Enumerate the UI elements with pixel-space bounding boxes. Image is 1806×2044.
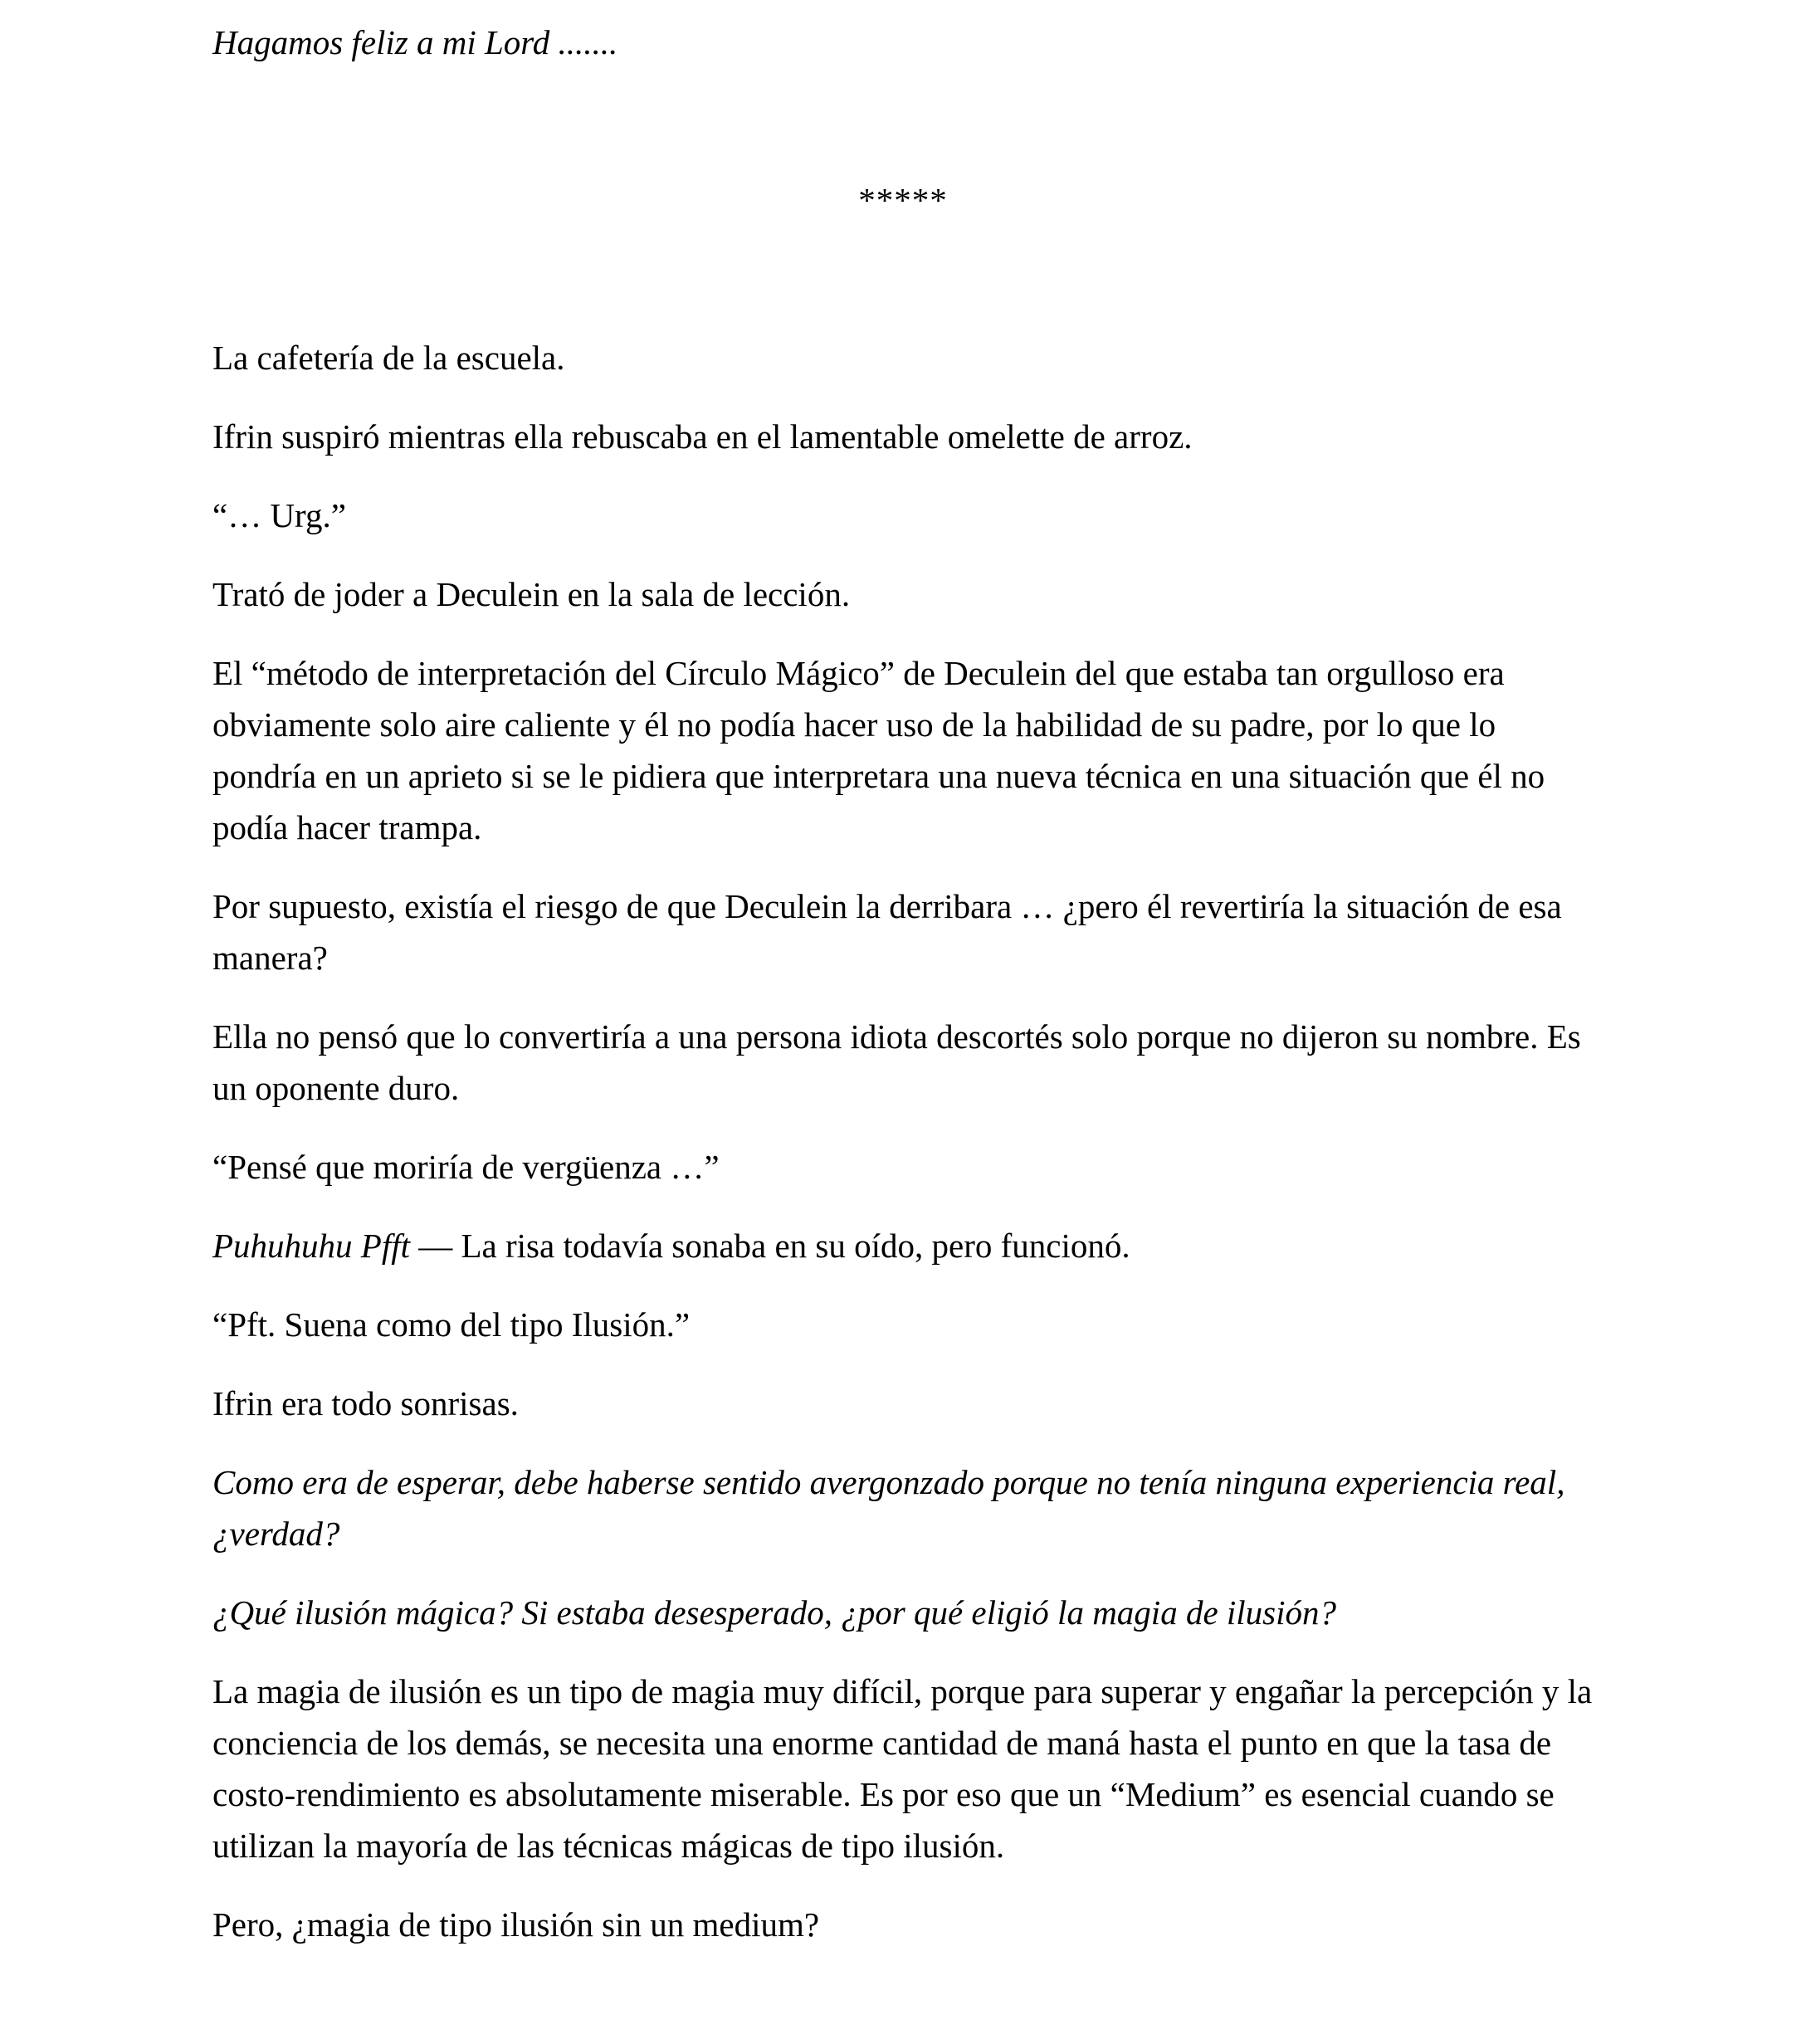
paragraph-dialogue: “… Urg.”: [212, 496, 346, 534]
scene-separator: *****: [858, 181, 948, 219]
italic-lead-text: Puhuhuhu Pfft: [212, 1227, 411, 1265]
paragraph: La cafetería de la escuela.: [212, 339, 565, 377]
paragraph: Ifrin era todo sonrisas.: [212, 1384, 519, 1422]
paragraph: Por supuesto, existía el riesgo de que Deculein la derribara … ¿pero él revertiría la situación de esa manera?: [212, 887, 1562, 977]
paragraph: Pero, ¿magia de tipo ilusión sin un medium?: [212, 1905, 820, 1944]
paragraph: La magia de ilusión es un tipo de magia muy difícil, porque para superar y engañar la percepción y la conciencia de los demás, se necesita una enorme cantidad de maná hasta el punto en que la tasa de costo-rendimiento es absolutamente miserable. Es por eso que un “Medium” es esencial cuando se utilizan la mayoría de las técnicas mágicas de tipo ilusión.: [212, 1672, 1593, 1865]
paragraph-thought: ¿Qué ilusión mágica? Si estaba desesperado, ¿por qué eligió la magia de ilusión?: [212, 1593, 1337, 1632]
paragraph: Trató de joder a Deculein en la sala de lección.: [212, 575, 851, 613]
chapter-subtitle: Hagamos feliz a mi Lord .......: [212, 23, 618, 61]
paragraph-rest-text: — La risa todavía sonaba en su oído, pero funcionó.: [410, 1227, 1130, 1265]
paragraph-dialogue: “Pft. Suena como del tipo Ilusión.”: [212, 1305, 691, 1344]
paragraph: Ella no pensó que lo convertiría a una persona idiota descortés solo porque no dijeron su nombre. Es un oponente duro.: [212, 1017, 1581, 1107]
paragraph-dialogue: “Pensé que moriría de vergüenza …”: [212, 1148, 720, 1186]
paragraph-mixed: [212, 1220, 1594, 1271]
paragraph: El “método de interpretación del Círculo Mágico” de Deculein del que estaba tan orgulloso era obviamente solo aire caliente y él no podía hacer uso de la habilidad de su padre, por lo que lo pondría en un aprieto si se le pidiera que interpretara una nueva técnica en una situación que él no podía hacer trampa.: [212, 654, 1545, 846]
paragraph-thought: Como era de esperar, debe haberse sentido avergonzado porque no tenía ninguna experiencia real, ¿verdad?: [212, 1463, 1565, 1553]
paragraph: Ifrin suspiró mientras ella rebuscaba en el lamentable omelette de arroz.: [212, 417, 1193, 456]
